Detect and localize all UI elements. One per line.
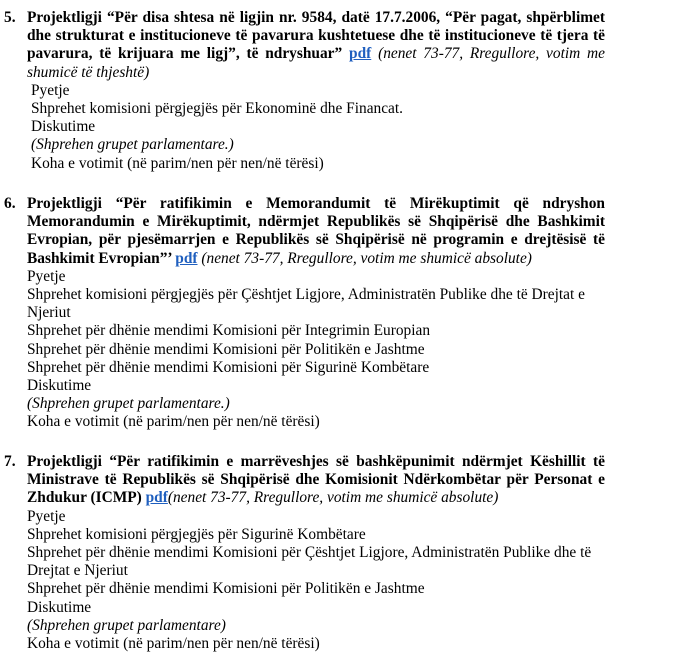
opinion-committee-line: Shprehet për dhënie mendimi Komisioni për Politikën e Jashtme — [27, 580, 425, 598]
opinion-committee-line: Shprehet për dhënie mendimi Komisioni për Integrimin Europian — [27, 322, 431, 340]
parliamentary-groups-note: (Shprehen grupet parlamentare.) — [31, 136, 234, 154]
item-number: 5. — [4, 9, 16, 26]
item-title — [27, 453, 605, 508]
voting-time-line: Koha e votimit (në parim/nen për nen/në tërësi) — [27, 413, 320, 431]
item-rules-note: (nenet 73-77, Rregullore, votim me shumicë të thjeshtë) — [27, 45, 605, 81]
questions-label: Pyetje — [31, 81, 70, 99]
parliamentary-groups-note: (Shprehen grupet parlamentare.) — [27, 395, 230, 413]
item-body — [31, 82, 678, 173]
agenda-item-6 — [0, 195, 678, 432]
item-title-text: Projektligji “Për ratifikimin e Memorandumit të Mirëkuptimit që ndryshon Memorandumin e Mirëkuptimit, ndërmjet Republikës së Shqipërisë dhe Bashkimit Evropian, për pjesëmarrjen e Republikës së Shqipërisë në programin e drejtësisë të Bashkimit Evropian”’ — [27, 195, 605, 267]
opinion-committee-line: Shprehet për dhënie mendimi Komisioni për Çështjet Ligjore, Administratën Publike dhe të Drejtat e Njeriut — [27, 544, 592, 580]
parliamentary-groups-note: (Shprehen grupet parlamentare) — [27, 616, 226, 634]
lead-committee-line: Shprehet komisioni përgjegjës për Çështjet Ligjore, Administratën Publike dhe të Drejtat e Njeriut — [27, 286, 585, 322]
discussion-label: Diskutime — [31, 118, 96, 136]
item-body — [27, 508, 607, 654]
voting-time-line: Koha e votimit (në parim/nen për nen/në tërësi) — [27, 635, 320, 653]
agenda-item-7 — [0, 453, 678, 653]
pdf-link[interactable]: pdf — [349, 45, 372, 63]
pdf-link[interactable]: pdf — [175, 249, 198, 267]
opinion-committee-line: Shprehet për dhënie mendimi Komisioni për Politikën e Jashtme — [27, 340, 425, 358]
item-title — [27, 195, 605, 268]
item-body — [27, 268, 607, 432]
questions-label: Pyetje — [27, 507, 66, 525]
voting-time-line: Koha e votimit (në parim/nen për nen/në tërësi) — [31, 154, 324, 172]
discussion-label: Diskutime — [27, 377, 92, 395]
item-number: 7. — [4, 453, 16, 470]
lead-committee-line: Shprehet komisioni përgjegjës për Sigurinë Kombëtare — [27, 525, 366, 543]
item-title — [27, 9, 605, 82]
lead-committee-line: Shprehet komisioni përgjegjës për Ekonominë dhe Financat. — [31, 100, 404, 118]
item-title-text: Projektligji “Për disa shtesa në ligjin nr. 9584, datë 17.7.2006, “Për pagat, shpërblimet dhe strukturat e institucioneve të pavarura kushtetuese dhe të institucioneve të tjera të pavarura, të krijuara me ligj”, të ndryshuar” — [27, 9, 605, 63]
item-number: 6. — [4, 195, 16, 212]
questions-label: Pyetje — [27, 267, 66, 285]
agenda-item-5 — [0, 9, 678, 173]
opinion-committee-line: Shprehet për dhënie mendimi Komisioni për Sigurinë Kombëtare — [27, 358, 430, 376]
item-title-text: Projektligji “Për ratifikimin e marrëveshjes së bashkëpunimit ndërmjet Këshillit të Ministrave të Republikës së Shqipërisë dhe Komisionit Ndërkombëtar për Personat e Zhdukur (ICMP) — [27, 453, 605, 507]
item-rules-note: (nenet 73-77, Rregullore, votim me shumicë absolute) — [201, 249, 532, 267]
discussion-label: Diskutime — [27, 598, 92, 616]
item-rules-note: (nenet 73-77, Rregullore, votim me shumicë absolute) — [167, 489, 499, 507]
pdf-link[interactable]: pdf — [145, 489, 168, 507]
